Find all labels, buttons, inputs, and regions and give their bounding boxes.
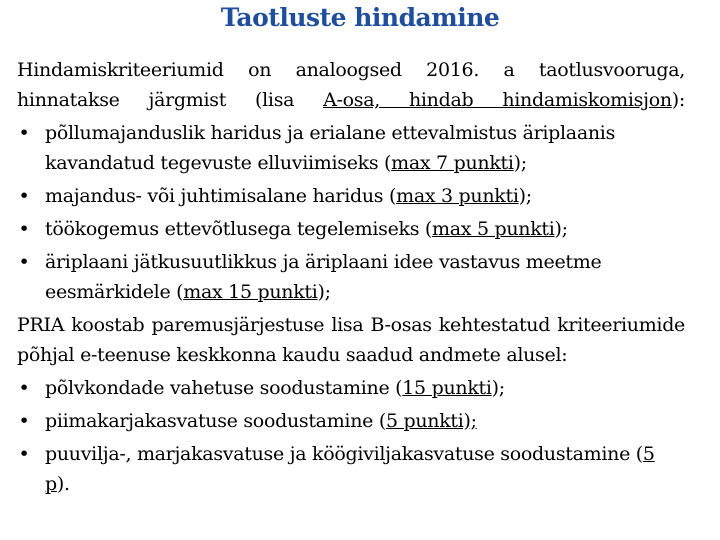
item-suffix: ); [513, 152, 527, 174]
item-text: majandus- või juhtimisalane haridus ( [45, 185, 397, 207]
bullet-icon: • [18, 377, 30, 399]
intro-suffix: ): [671, 89, 685, 111]
bullet-icon: • [18, 251, 30, 273]
item-text: puuvilja-, marjakasvatuse ja köögiviljakasvatuse soodustamine ( [45, 443, 643, 465]
list-item [17, 247, 685, 307]
item-suffix: ); [317, 281, 331, 303]
bullet-icon: • [18, 122, 30, 144]
list-item [17, 373, 685, 403]
item-suffix: ); [554, 218, 568, 240]
list-item [17, 214, 685, 244]
item-text: põllumajanduslik haridus ja erialane ettevalmistus äriplaanis kavandatud tegevuste elluviimiseks ( [45, 122, 616, 174]
pria-paragraph: PRIA koostab paremusjärjestuse lisa B-osas kehtestatud kriteeriumide põhjal e-teenuse keskkonna kaudu saadud andmete alusel: [17, 314, 685, 366]
slide-title: Taotluste hindamine [220, 3, 500, 32]
item-points: 5 punkti); [385, 410, 477, 432]
item-points: max 7 punkti [391, 152, 514, 174]
intro-paragraph [17, 55, 685, 115]
item-text: põlvkondade vahetuse soodustamine ( [45, 377, 403, 399]
item-points: 15 punkti [402, 377, 492, 399]
list-item [17, 406, 685, 436]
intro-text: Hindamiskriteeriumid on analoogsed 2016. a taotlusvooruga, hinnatakse järgmist (lisa [17, 59, 685, 111]
criteria-a-list [17, 118, 685, 307]
slide-body [17, 55, 685, 502]
bullet-icon: • [18, 443, 30, 465]
item-points: 5 p [45, 443, 655, 495]
intro-underlined: A-osa, hindab hindamiskomisjon [323, 89, 672, 111]
item-text: piimakarjakasvatuse soodustamine ( [45, 410, 386, 432]
list-item [17, 118, 685, 178]
item-points: max 3 punkti [396, 185, 519, 207]
list-item [17, 181, 685, 211]
item-suffix: ); [491, 377, 505, 399]
item-points: max 15 punkti [183, 281, 318, 303]
item-text: töökogemus ettevõtlusega tegelemiseks ( [45, 218, 433, 240]
criteria-b-list [17, 373, 685, 499]
bullet-icon: • [18, 410, 30, 432]
item-points: max 5 punkti [432, 218, 555, 240]
item-text: äriplaani jätkusuutlikkus ja äriplaani idee vastavus meetme eesmärkidele ( [45, 251, 602, 303]
item-suffix: ). [56, 473, 70, 495]
bullet-icon: • [18, 218, 30, 240]
list-item [17, 439, 685, 499]
item-suffix: ); [518, 185, 532, 207]
bullet-icon: • [18, 185, 30, 207]
